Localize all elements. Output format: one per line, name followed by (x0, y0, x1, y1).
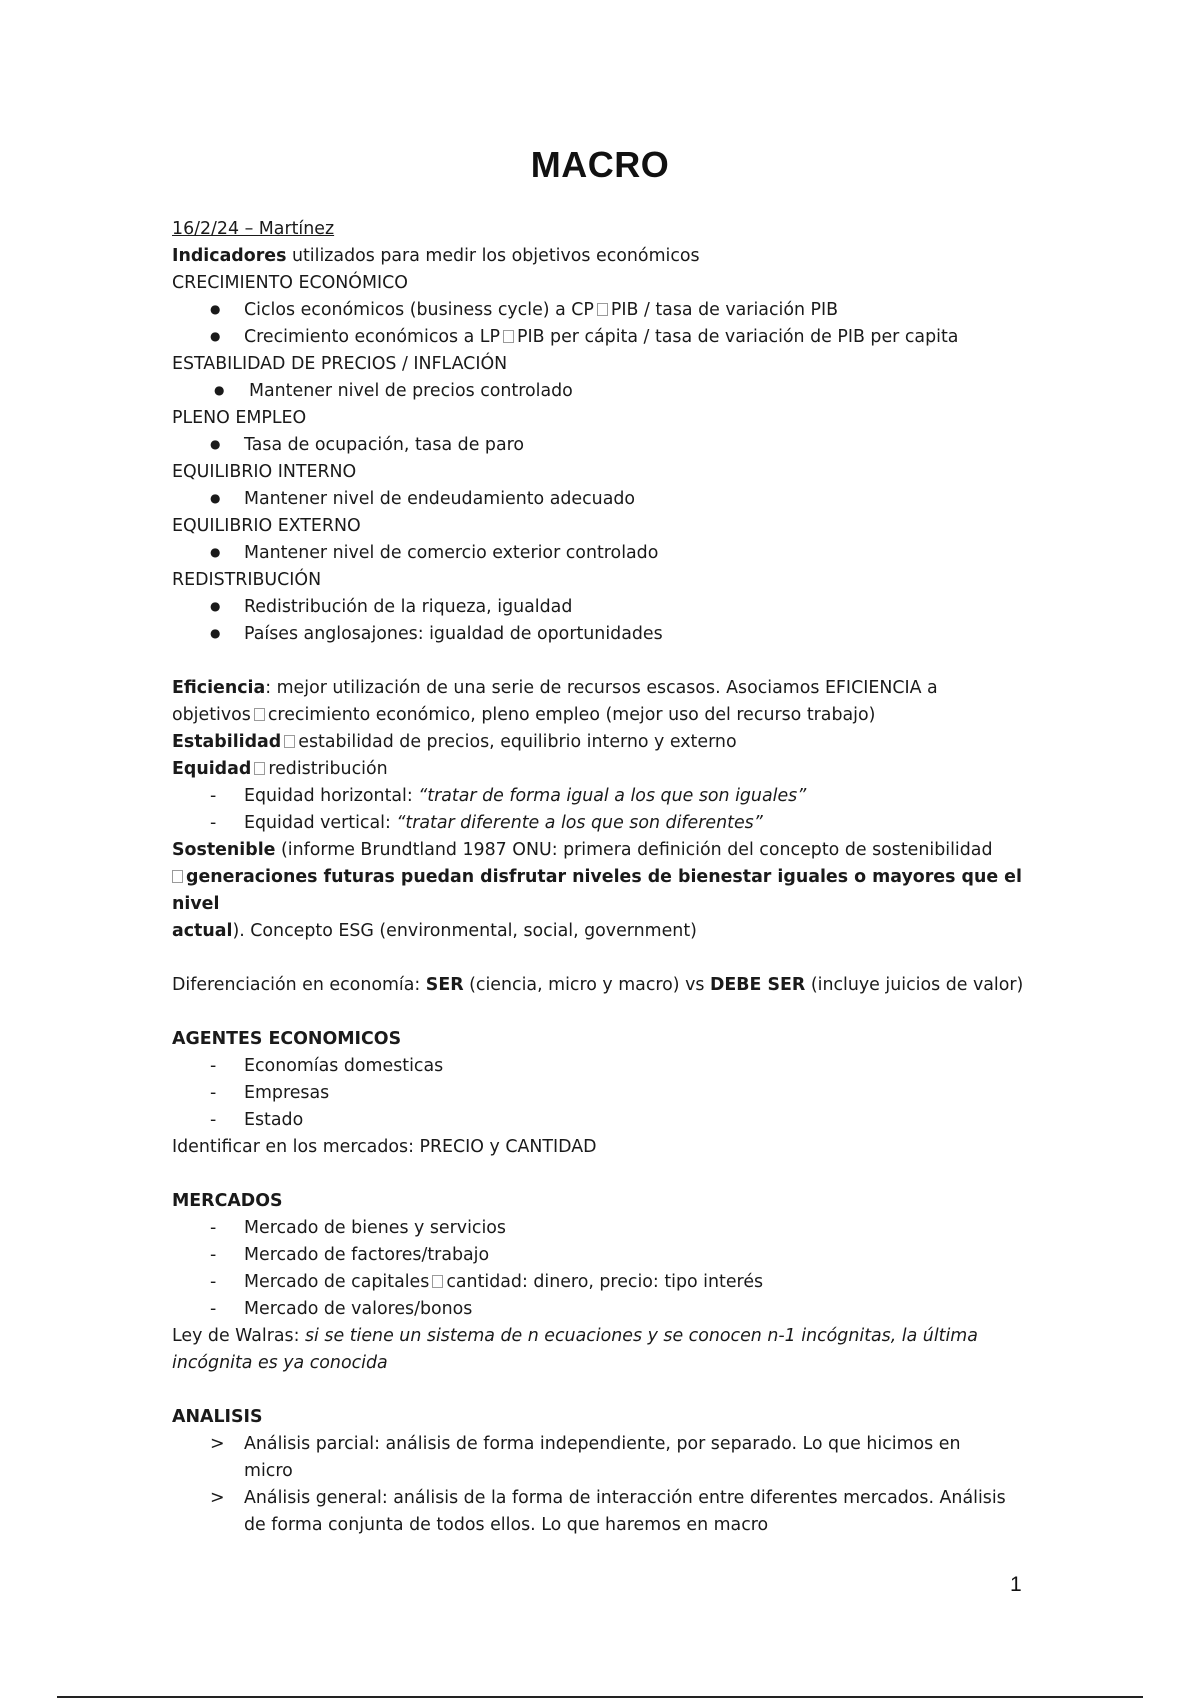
identificar-line: Identificar en los mercados: PRECIO y CANTIDAD (172, 1137, 597, 1157)
list-item: - Mercado de capitales cantidad: dinero, precio: tipo interés (172, 1269, 1052, 1296)
list-item: > Análisis parcial: análisis de forma independiente, por separado. Lo que hicimos en micro (172, 1431, 1052, 1485)
dash-marker (210, 1080, 234, 1107)
list-item: - Equidad vertical: “tratar diferente a los que son diferentes” (172, 810, 1052, 837)
section-heading-mercados: MERCADOS (172, 1191, 283, 1211)
list-item: ● Redistribución de la riqueza, igualdad (172, 594, 1052, 621)
list-item: ● Mantener nivel de precios controlado (172, 378, 1052, 405)
list-item: ● Tasa de ocupación, tasa de paro (172, 432, 1052, 459)
dash-marker (210, 810, 234, 837)
arrow-glyph-icon (254, 708, 265, 721)
bullet-icon (210, 432, 234, 460)
arrow-glyph-icon (503, 330, 514, 343)
arrow-glyph-icon (254, 762, 265, 775)
equidad-list (172, 783, 1052, 837)
section-heading-estabilidad-precios: ESTABILIDAD DE PRECIOS / INFLACIÓN (172, 354, 508, 374)
eficiencia-paragraph: Eficiencia: mejor utilización de una serie de recursos escasos. Asociamos EFICIENCIA a objetivos crecimiento económico, pleno empleo (mejor uso del recurso trabajo) (172, 678, 938, 725)
indicadores-line (172, 243, 1052, 270)
list-item: - Empresas (172, 1080, 1052, 1107)
bullet-icon (214, 378, 238, 406)
dash-marker (210, 1269, 234, 1296)
list-item: ● Mantener nivel de comercio exterior controlado (172, 540, 1052, 567)
estabilidad-term: Estabilidad (172, 732, 282, 752)
indicadores-term: Indicadores (172, 246, 287, 266)
walras-paragraph: Ley de Walras: si se tiene un sistema de n ecuaciones y se conocen n-1 incógnitas, la última incógnita es ya conocida (172, 1326, 978, 1373)
page-title: MACRO (530, 144, 670, 185)
section-heading-analisis: ANALISIS (172, 1407, 263, 1427)
equilibrio-externo-list (172, 540, 1052, 567)
page-number: 1 (1010, 1573, 1022, 1596)
list-item: ● Crecimiento económicos a LP PIB per cápita / tasa de variación de PIB per capita (172, 324, 1052, 351)
section-heading-equilibrio-interno: EQUILIBRIO INTERNO (172, 462, 357, 482)
analisis-list (172, 1431, 1052, 1539)
section-heading-redistribucion: REDISTRIBUCIÓN (172, 570, 322, 590)
section-heading-pleno-empleo: PLENO EMPLEO (172, 408, 307, 428)
equilibrio-interno-list (172, 486, 1052, 513)
list-item: ● Mantener nivel de endeudamiento adecuado (172, 486, 1052, 513)
date-line (172, 216, 1052, 243)
bullet-icon (210, 324, 234, 352)
chevron-right-icon (210, 1485, 234, 1512)
list-item: - Mercado de bienes y servicios (172, 1215, 1052, 1242)
mercados-list (172, 1215, 1052, 1323)
dash-marker (210, 1107, 234, 1134)
bullet-icon (210, 621, 234, 649)
sostenible-term: Sostenible (172, 840, 276, 860)
spacer (172, 1377, 1052, 1404)
chevron-right-icon (210, 1431, 234, 1458)
section-heading-equilibrio-externo: EQUILIBRIO EXTERNO (172, 516, 361, 536)
list-item: > Análisis general: análisis de la forma de interacción entre diferentes mercados. Análisis de forma conjunta de todos ellos. Lo que haremos en macro (172, 1485, 1052, 1539)
list-item: - Economías domesticas (172, 1053, 1052, 1080)
spacer (172, 999, 1052, 1026)
list-item: - Mercado de factores/trabajo (172, 1242, 1052, 1269)
bullet-icon (210, 486, 234, 514)
dash-marker (210, 1242, 234, 1269)
document-body (172, 216, 1052, 1539)
agentes-list (172, 1053, 1052, 1134)
spacer (172, 1161, 1052, 1188)
arrow-glyph-icon (432, 1275, 443, 1288)
dash-marker (210, 1296, 234, 1323)
estabilidad-precios-list (172, 378, 1052, 405)
arrow-glyph-icon (284, 735, 295, 748)
dash-marker (210, 783, 234, 810)
arrow-glyph-icon (597, 303, 608, 316)
pleno-empleo-list (172, 432, 1052, 459)
indicadores-text: utilizados para medir los objetivos económicos (286, 246, 700, 266)
bullet-icon (210, 540, 234, 568)
dash-marker (210, 1053, 234, 1080)
dash-marker (210, 1215, 234, 1242)
spacer (172, 945, 1052, 972)
crecimiento-list (172, 297, 1052, 351)
list-item: - Equidad horizontal: “tratar de forma igual a los que son iguales” (172, 783, 1052, 810)
estabilidad-line: Estabilidad estabilidad de precios, equilibrio interno y externo (172, 732, 737, 752)
equidad-line: Equidad redistribución (172, 759, 388, 779)
equidad-term: Equidad (172, 759, 252, 779)
bullet-icon (210, 297, 234, 325)
footer-divider (57, 1696, 1143, 1698)
list-item: - Estado (172, 1107, 1052, 1134)
list-item: ● Ciclos económicos (business cycle) a CP PIB / tasa de variación PIB (172, 297, 1052, 324)
arrow-glyph-icon (172, 870, 183, 883)
sostenible-paragraph: Sostenible (informe Brundtland 1987 ONU: primera definición del concepto de sostenibilidad generaciones futuras puedan disfrutar niveles de bienestar iguales o mayores que el nivel actual). Concepto ESG (environmental, social, government) (172, 840, 1022, 941)
spacer (172, 648, 1052, 675)
eficiencia-term: Eficiencia (172, 678, 266, 698)
list-item: - Mercado de valores/bonos (172, 1296, 1052, 1323)
list-item: ● Países anglosajones: igualdad de oportunidades (172, 621, 1052, 648)
diferenciacion-line: Diferenciación en economía: SER (ciencia, micro y macro) vs DEBE SER (incluye juicios de valor) (172, 975, 1024, 995)
section-heading-crecimiento: CRECIMIENTO ECONÓMICO (172, 273, 408, 293)
bullet-icon (210, 594, 234, 622)
section-heading-agentes: AGENTES ECONOMICOS (172, 1029, 402, 1049)
date-author: 16/2/24 – Martínez (172, 219, 335, 239)
redistribucion-list (172, 594, 1052, 648)
